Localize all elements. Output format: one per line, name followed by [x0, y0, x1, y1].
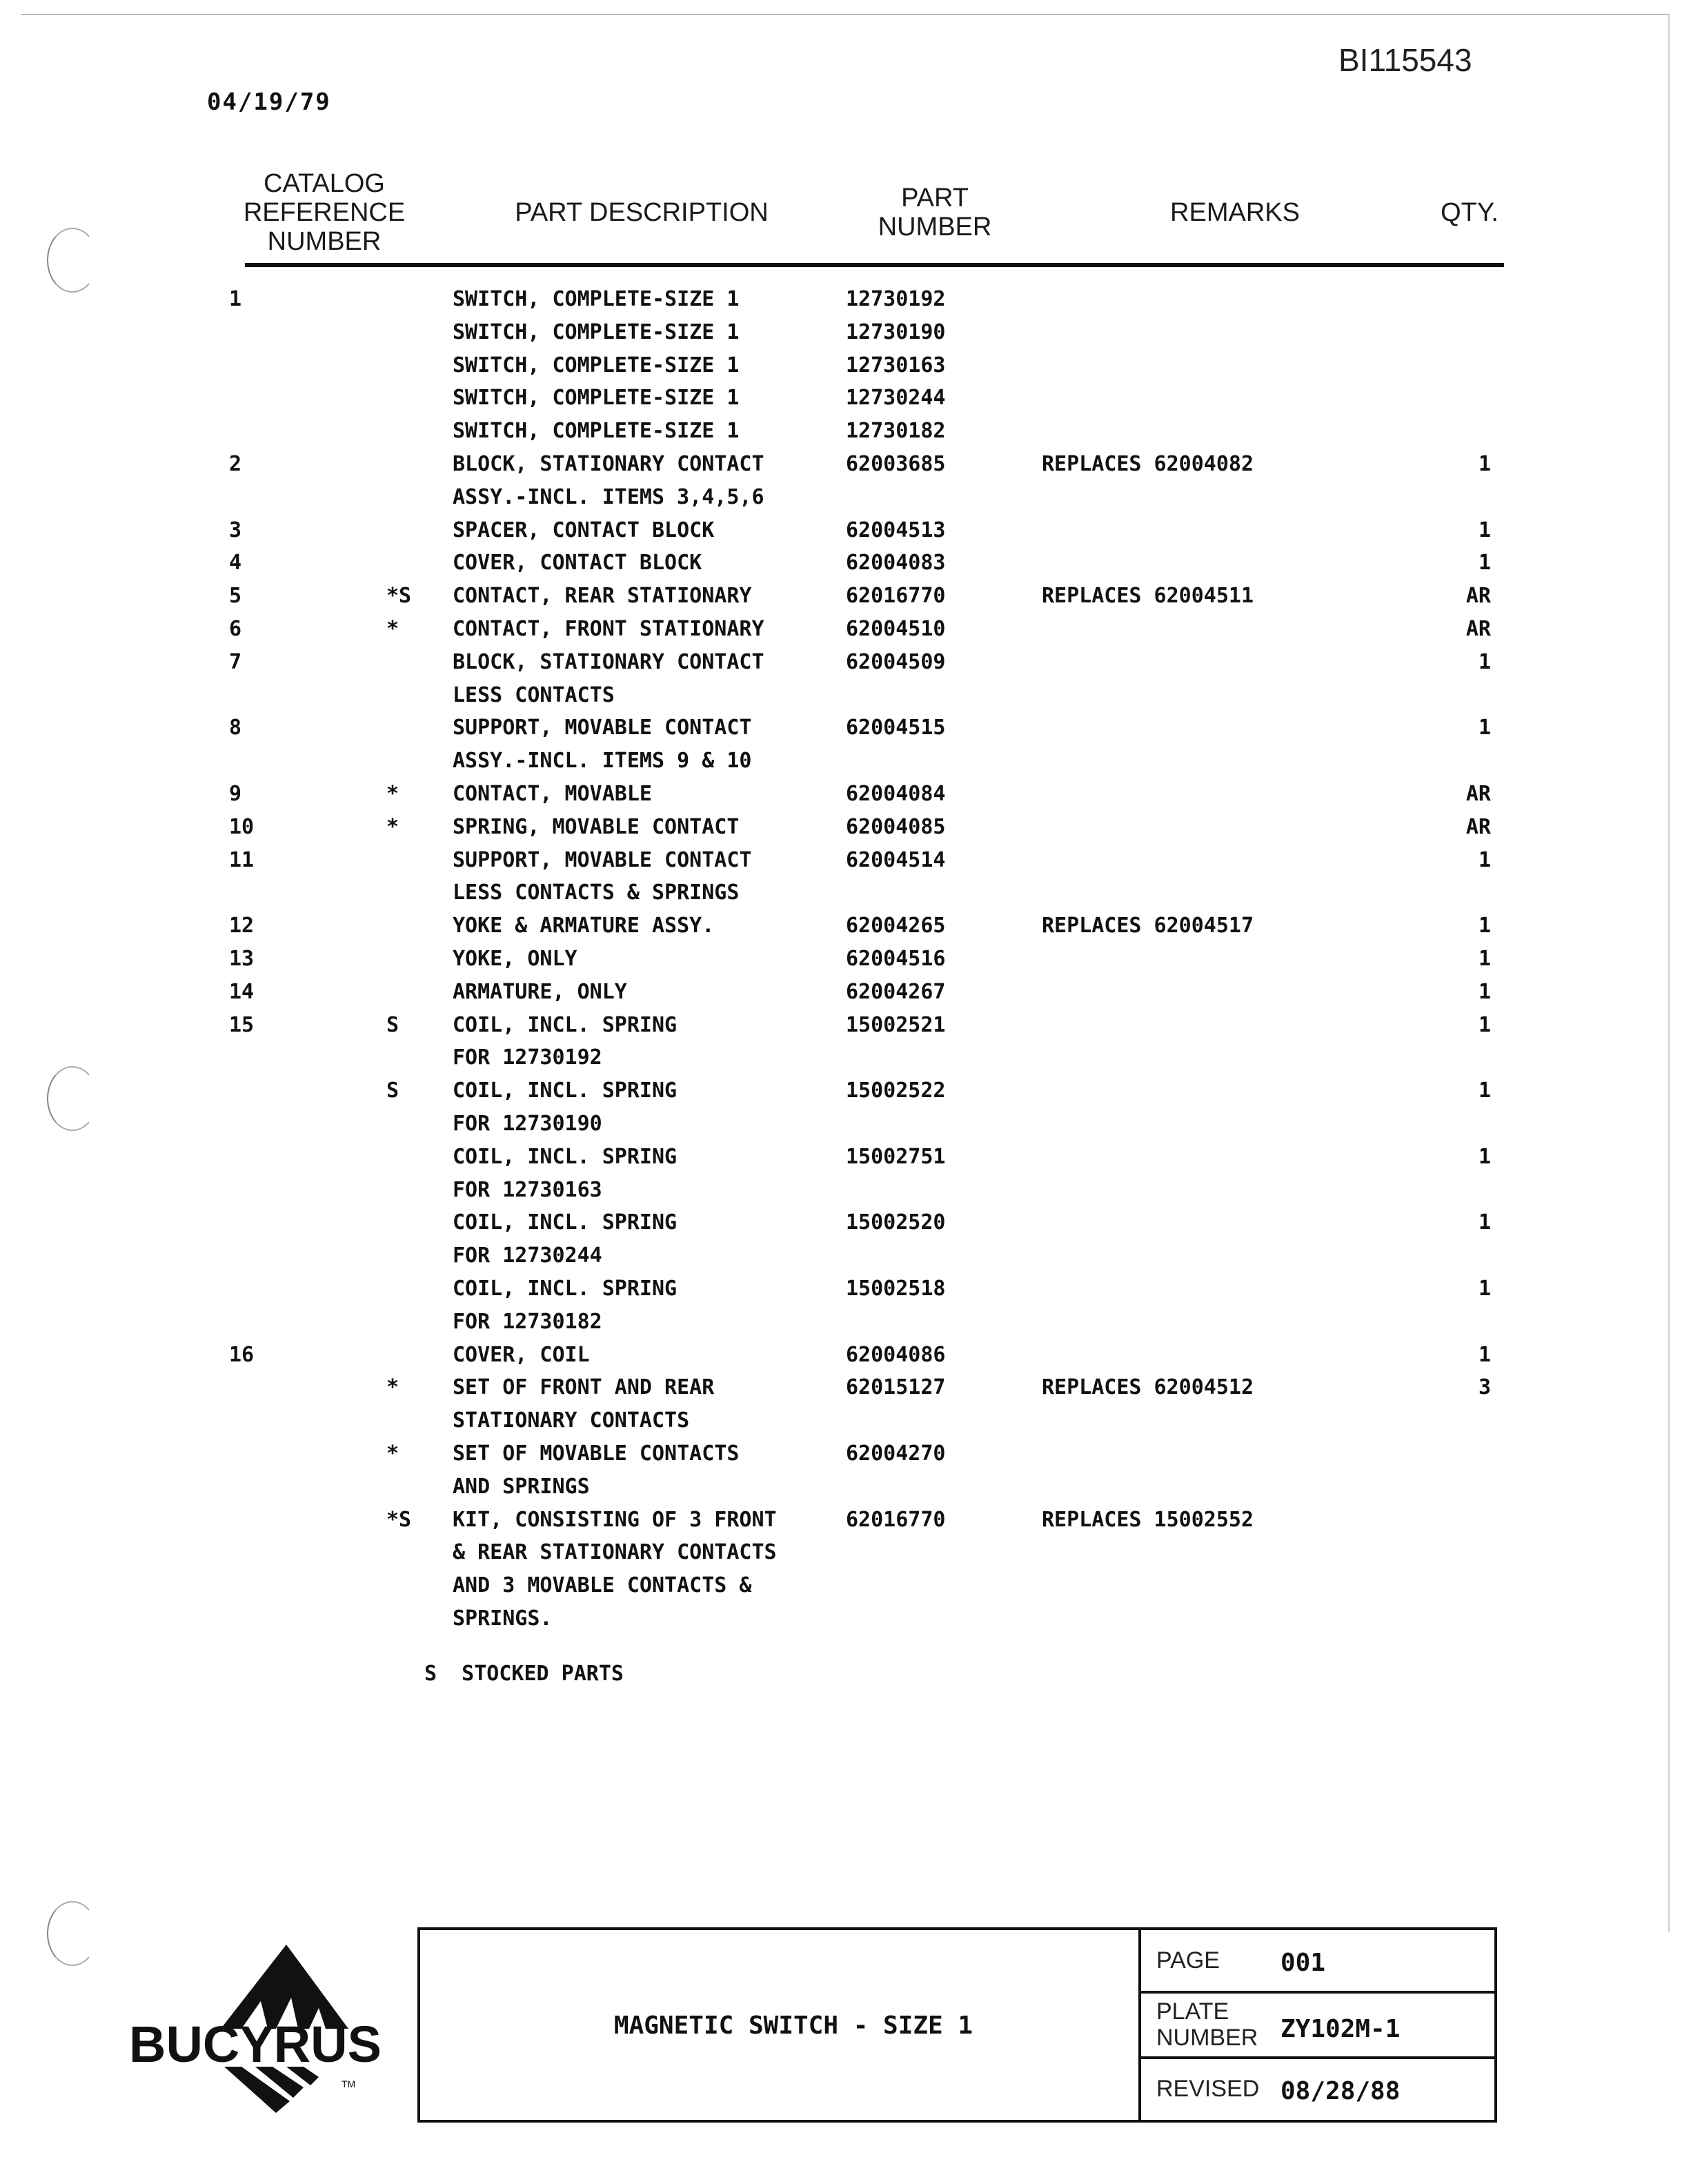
qty-cell: 1 — [1478, 847, 1491, 872]
part-number-cell: 62004085 — [846, 814, 946, 839]
part-description-cell: YOKE & ARMATURE ASSY. — [453, 914, 715, 938]
part-number-cell: 12730192 — [846, 287, 946, 311]
table-row — [0, 1536, 1691, 1569]
catalog-ref-cell: 14 — [229, 979, 255, 1004]
stock-mark-cell: * — [386, 814, 399, 839]
table-row — [0, 1239, 1691, 1272]
part-description-cell: FOR 12730244 — [453, 1243, 602, 1268]
stock-mark-cell: S — [386, 1012, 399, 1037]
part-number-cell: 62004514 — [846, 847, 946, 872]
remarks-cell: REPLACES 62004082 — [1042, 452, 1254, 476]
catalog-ref-cell: 9 — [229, 782, 242, 806]
header-catalog-line3: NUMBER — [267, 227, 382, 256]
table-row — [0, 1470, 1691, 1504]
table-row — [0, 1108, 1691, 1141]
table-row — [0, 415, 1691, 448]
document-id: BI115543 — [1338, 42, 1472, 78]
plate-label-line2: NUMBER — [1156, 2025, 1258, 2051]
part-description-cell: FOR 12730192 — [453, 1045, 602, 1070]
table-row — [0, 1174, 1691, 1207]
header-rule — [245, 263, 1504, 267]
part-number-cell: 62004513 — [846, 518, 946, 542]
part-number-cell: 62004265 — [846, 914, 946, 938]
part-description-cell: SET OF FRONT AND REAR — [453, 1375, 715, 1400]
table-row — [0, 1602, 1691, 1635]
page-label: PAGE — [1156, 1947, 1220, 1974]
part-number-cell: 62004515 — [846, 716, 946, 740]
part-description-cell: SWITCH, COMPLETE-SIZE 1 — [453, 419, 740, 444]
part-number-cell: 62016770 — [846, 1507, 946, 1532]
document-date: 04/19/79 — [207, 88, 331, 116]
remarks-cell: REPLACES 62004511 — [1042, 584, 1254, 609]
remarks-cell: REPLACES 62004517 — [1042, 914, 1254, 938]
qty-cell: 1 — [1478, 518, 1491, 542]
part-description-cell: CONTACT, REAR STATIONARY — [453, 584, 752, 609]
table-row — [0, 1206, 1691, 1239]
catalog-ref-cell: 13 — [229, 947, 255, 971]
part-description-cell: FOR 12730163 — [453, 1177, 602, 1202]
qty-cell: 1 — [1478, 1342, 1491, 1367]
qty-cell: 1 — [1478, 716, 1491, 740]
table-row — [0, 1339, 1691, 1372]
part-description-cell: BLOCK, STATIONARY CONTACT — [453, 649, 764, 674]
part-description-cell: ARMATURE, ONLY — [453, 979, 627, 1004]
remarks-cell: REPLACES 62004512 — [1042, 1375, 1254, 1400]
page-value: 001 — [1280, 1949, 1326, 1977]
header-qty: QTY. — [1441, 198, 1499, 227]
table-row — [0, 382, 1691, 415]
header-part-number — [849, 184, 1021, 242]
part-description-cell: CONTACT, MOVABLE — [453, 782, 652, 806]
plate-number-value: ZY102M-1 — [1280, 2015, 1401, 2043]
part-number-cell: 62004084 — [846, 782, 946, 806]
qty-cell: 1 — [1478, 1012, 1491, 1037]
part-description-cell: SWITCH, COMPLETE-SIZE 1 — [453, 319, 740, 344]
logo-trademark: TM — [342, 2078, 356, 2089]
part-number-cell: 62015127 — [846, 1375, 946, 1400]
qty-cell: AR — [1465, 814, 1491, 839]
part-description-cell: ASSY.-INCL. ITEMS 3,4,5,6 — [453, 484, 764, 509]
table-row — [0, 1141, 1691, 1174]
qty-cell: 1 — [1478, 649, 1491, 674]
table-row — [0, 1371, 1691, 1404]
qty-cell: AR — [1465, 584, 1491, 609]
header-catalog-line1: CATALOG — [264, 169, 385, 198]
qty-cell: 1 — [1478, 1079, 1491, 1103]
table-row — [0, 745, 1691, 778]
part-description-cell: AND SPRINGS — [453, 1474, 590, 1499]
table-row — [0, 844, 1691, 877]
title-block-rule — [1140, 2056, 1497, 2059]
table-row — [0, 1504, 1691, 1537]
header-part-line1: PART — [901, 184, 969, 213]
table-row — [0, 1272, 1691, 1306]
catalog-ref-cell: 10 — [229, 814, 255, 839]
part-description-cell: ASSY.-INCL. ITEMS 9 & 10 — [453, 749, 752, 774]
part-description-cell: SUPPORT, MOVABLE CONTACT — [453, 847, 752, 872]
part-number-cell: 12730182 — [846, 419, 946, 444]
header-part-description: PART DESCRIPTION — [515, 198, 769, 227]
qty-cell: 1 — [1478, 979, 1491, 1004]
bucyrus-logo — [110, 1932, 400, 2125]
part-description-cell: KIT, CONSISTING OF 3 FRONT — [453, 1507, 777, 1532]
part-description-cell: FOR 12730190 — [453, 1112, 602, 1136]
table-row — [0, 448, 1691, 481]
remarks-cell: REPLACES 15002552 — [1042, 1507, 1254, 1532]
header-remarks: REMARKS — [1170, 198, 1300, 227]
title-block-divider — [1138, 1927, 1141, 2123]
part-number-cell: 15002518 — [846, 1277, 946, 1301]
table-row — [0, 283, 1691, 316]
catalog-ref-cell: 1 — [229, 287, 242, 311]
table-row — [0, 711, 1691, 745]
qty-cell: AR — [1465, 617, 1491, 641]
table-row — [0, 1437, 1691, 1470]
table-row — [0, 679, 1691, 712]
part-description-cell: BLOCK, STATIONARY CONTACT — [453, 452, 764, 476]
part-number-cell: 15002521 — [846, 1012, 946, 1037]
part-description-cell: LESS CONTACTS — [453, 682, 615, 707]
part-number-cell: 62004083 — [846, 551, 946, 575]
catalog-ref-cell: 4 — [229, 551, 242, 575]
catalog-ref-cell: 8 — [229, 716, 242, 740]
table-row — [0, 316, 1691, 349]
qty-cell: 1 — [1478, 452, 1491, 476]
part-number-cell: 15002522 — [846, 1079, 946, 1103]
revised-value: 08/28/88 — [1280, 2077, 1401, 2105]
part-description-cell: SWITCH, COMPLETE-SIZE 1 — [453, 353, 740, 377]
catalog-ref-cell: 11 — [229, 847, 255, 872]
revised-label: REVISED — [1156, 2076, 1260, 2102]
stocked-parts-note: S STOCKED PARTS — [424, 1662, 624, 1686]
part-number-cell: 62003685 — [846, 452, 946, 476]
table-row — [0, 811, 1691, 844]
part-number-cell: 15002520 — [846, 1210, 946, 1235]
qty-cell: 3 — [1478, 1375, 1491, 1400]
part-number-cell: 62004516 — [846, 947, 946, 971]
header-catalog-reference — [228, 169, 421, 256]
stock-mark-cell: * — [386, 1375, 399, 1400]
part-description-cell: AND 3 MOVABLE CONTACTS & — [453, 1573, 752, 1598]
part-description-cell: COIL, INCL. SPRING — [453, 1012, 678, 1037]
part-description-cell: COIL, INCL. SPRING — [453, 1277, 678, 1301]
part-description-cell: SET OF MOVABLE CONTACTS — [453, 1442, 740, 1466]
stock-mark-cell: *S — [386, 584, 412, 609]
part-number-cell: 62004086 — [846, 1342, 946, 1367]
catalog-ref-cell: 5 — [229, 584, 242, 609]
qty-cell: 1 — [1478, 551, 1491, 575]
part-description-cell: STATIONARY CONTACTS — [453, 1408, 690, 1433]
part-number-cell: 12730190 — [846, 319, 946, 344]
part-description-cell: & REAR STATIONARY CONTACTS — [453, 1540, 777, 1565]
part-number-cell: 62004270 — [846, 1442, 946, 1466]
part-description-cell: COVER, CONTACT BLOCK — [453, 551, 702, 575]
part-number-cell: 62004509 — [846, 649, 946, 674]
table-row — [0, 1404, 1691, 1437]
table-row — [0, 909, 1691, 943]
plate-label-line1: PLATE — [1156, 1998, 1229, 2025]
qty-cell: 1 — [1478, 947, 1491, 971]
table-row — [0, 976, 1691, 1009]
table-row — [0, 514, 1691, 547]
table-row — [0, 580, 1691, 613]
qty-cell: 1 — [1478, 1210, 1491, 1235]
table-row — [0, 1569, 1691, 1602]
table-row — [0, 1306, 1691, 1339]
catalog-ref-cell: 6 — [229, 617, 242, 641]
plate-number-label — [1156, 1998, 1258, 2051]
part-description-cell: YOKE, ONLY — [453, 947, 577, 971]
part-description-cell: SWITCH, COMPLETE-SIZE 1 — [453, 386, 740, 411]
punch-hole — [47, 1901, 98, 1966]
table-row — [0, 349, 1691, 382]
part-description-cell: SWITCH, COMPLETE-SIZE 1 — [453, 287, 740, 311]
header-catalog-line2: REFERENCE — [243, 198, 406, 227]
part-description-cell: LESS CONTACTS & SPRINGS — [453, 881, 740, 905]
part-description-cell: COIL, INCL. SPRING — [453, 1210, 678, 1235]
table-row — [0, 778, 1691, 811]
plate-title: MAGNETIC SWITCH - SIZE 1 — [613, 2011, 973, 2040]
scan-edge-top — [21, 14, 1670, 15]
stock-mark-cell: * — [386, 617, 399, 641]
catalog-ref-cell: 12 — [229, 914, 255, 938]
catalog-ref-cell: 16 — [229, 1342, 255, 1367]
table-row — [0, 646, 1691, 679]
part-description-cell: COIL, INCL. SPRING — [453, 1079, 678, 1103]
table-row — [0, 943, 1691, 976]
logo-wordmark: BUCYRUS — [129, 2016, 382, 2073]
part-description-cell: COVER, COIL — [453, 1342, 590, 1367]
part-description-cell: COIL, INCL. SPRING — [453, 1144, 678, 1169]
part-description-cell: FOR 12730182 — [453, 1309, 602, 1334]
part-description-cell: SPACER, CONTACT BLOCK — [453, 518, 715, 542]
catalog-ref-cell: 7 — [229, 649, 242, 674]
part-number-cell: 62004510 — [846, 617, 946, 641]
part-number-cell: 15002751 — [846, 1144, 946, 1169]
part-description-cell: CONTACT, FRONT STATIONARY — [453, 617, 764, 641]
bucyrus-logo-mark — [110, 1932, 400, 2125]
qty-cell: AR — [1465, 782, 1491, 806]
catalog-ref-cell: 2 — [229, 452, 242, 476]
part-number-cell: 12730163 — [846, 353, 946, 377]
qty-cell: 1 — [1478, 1144, 1491, 1169]
part-number-cell: 62016770 — [846, 584, 946, 609]
stock-mark-cell: S — [386, 1079, 399, 1103]
part-description-cell: SUPPORT, MOVABLE CONTACT — [453, 716, 752, 740]
stock-mark-cell: *S — [386, 1507, 412, 1532]
table-row — [0, 547, 1691, 580]
table-row — [0, 1041, 1691, 1074]
part-number-cell: 62004267 — [846, 979, 946, 1004]
table-row — [0, 481, 1691, 514]
header-part-line2: NUMBER — [878, 213, 992, 242]
part-number-cell: 12730244 — [846, 386, 946, 411]
table-row — [0, 1009, 1691, 1042]
catalog-ref-cell: 3 — [229, 518, 242, 542]
part-description-cell: SPRING, MOVABLE CONTACT — [453, 814, 740, 839]
qty-cell: 1 — [1478, 914, 1491, 938]
part-description-cell: SPRINGS. — [453, 1606, 553, 1631]
table-row — [0, 613, 1691, 646]
qty-cell: 1 — [1478, 1277, 1491, 1301]
title-block-rule — [1140, 1991, 1497, 1994]
catalog-ref-cell: 15 — [229, 1012, 255, 1037]
table-row — [0, 876, 1691, 909]
table-row — [0, 1074, 1691, 1108]
stock-mark-cell: * — [386, 1442, 399, 1466]
stock-mark-cell: * — [386, 782, 399, 806]
